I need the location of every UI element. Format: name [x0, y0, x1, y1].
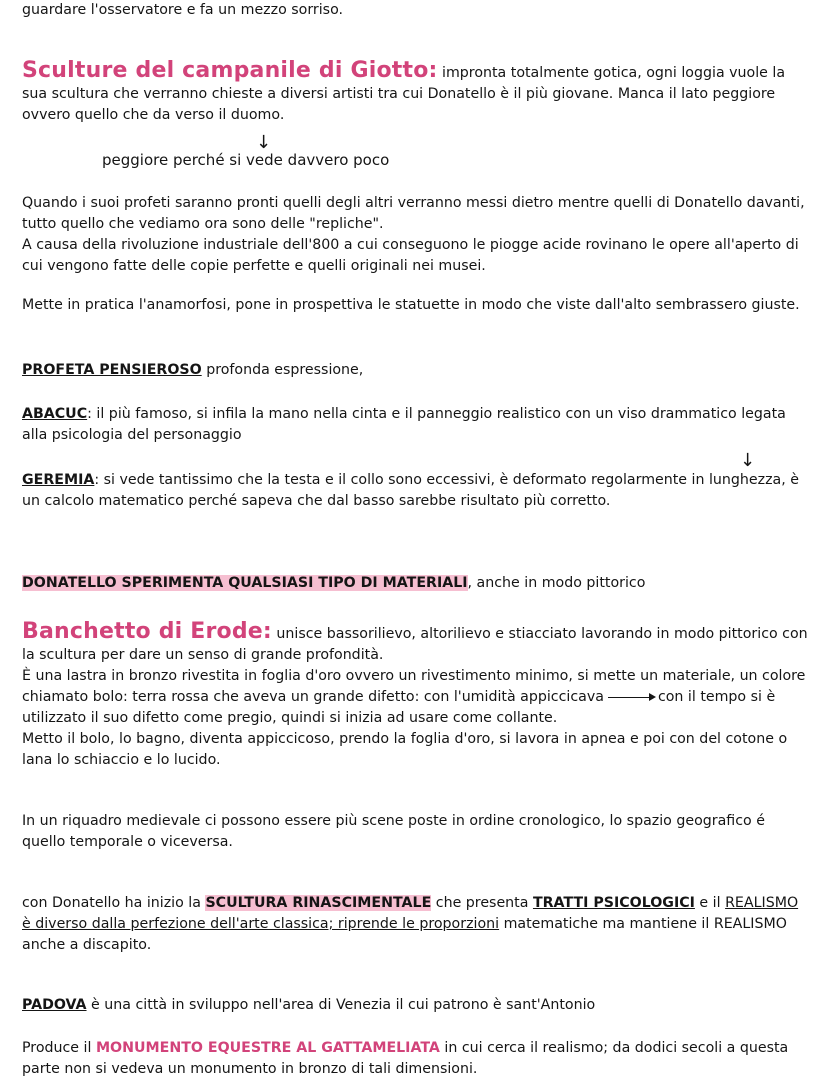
monumento-text: Produce il: [22, 1040, 96, 1056]
abacuc-label: ABACUC: [22, 406, 88, 422]
banchetto-text4: Metto il bolo, lo bagno, diventa appiccicoso, prendo la foglia d'oro, si lavora in apnea e poi con del cotone o lana lo schiaccio e lo lucido.: [22, 731, 788, 768]
arrow-right-icon: [608, 697, 654, 698]
banchetto-paragraph: [22, 621, 808, 771]
rinascimentale-text: con Donatello ha inizio la: [22, 895, 206, 911]
profeti-paragraph: Quando i suoi profeti saranno pronti quelli degli altri verranno messi dietro mentre quelli di Donatello davanti, tutto quello che vediamo ora sono delle "repliche".: [22, 195, 805, 232]
banchetto-text1: unisce bassorilievo, altorilievo e stiacciato lavorando in modo pittorico con la scultura per dare un senso di grande profondità.: [22, 626, 808, 663]
campanile-note: peggiore perché si vede davvero poco: [102, 151, 390, 169]
geremia-text: : si vede tantissimo che la testa e il collo sono eccessivi, è deformato regolarmente in lunghezza, è un calcolo matematico perché sapeva che dal basso sarebbe risultato più corretto.: [22, 472, 799, 509]
rinascimentale-paragraph: [22, 893, 808, 956]
rinascimentale-highlight: SCULTURA RINASCIMENTALE: [205, 895, 432, 911]
geremia-label: GEREMIA: [22, 472, 95, 488]
campanile-heading: Sculture del campanile di Giotto:: [22, 58, 438, 83]
pensieroso-paragraph: [22, 360, 808, 381]
banchetto-heading: Banchetto di Erode:: [22, 619, 272, 644]
rinascimentale-text: e il: [694, 895, 726, 911]
anamorfosi-paragraph: Mette in pratica l'anamorfosi, pone in prospettiva le statuette in modo che viste dall'alto sembrassero giuste.: [22, 297, 800, 313]
top-line: guardare l'osservatore e fa un mezzo sorriso.: [22, 2, 344, 18]
banchetto-text2: È una lastra in bronzo rivestita in foglia d'oro ovvero un rivestimento minimo, si mette un materiale, un colore chiamato bolo: terra rossa che aveva un grande difetto: con l'umidità appiccicava: [22, 668, 806, 705]
campanile-text: impronta totalmente gotica, ogni loggia vuole la sua scultura che verranno chieste a diversi artisti tra cui Donatello è il più giovane. Manca il lato peggiore ovvero quello che da verso il duomo.: [22, 65, 786, 123]
monumento-paragraph: [22, 1038, 808, 1080]
abacuc-text: : il più famoso, si infila la mano nella cinta e il panneggio realistico con un viso drammatico legata alla psicologia del personaggio: [22, 406, 786, 443]
arrow-down-icon: ↓: [256, 132, 272, 153]
materiali-label: DONATELLO SPERIMENTA QUALSIASI TIPO DI MATERIALI: [22, 575, 468, 591]
riquadro-paragraph: In un riquadro medievale ci possono essere più scene poste in ordine cronologico, lo spazio geografico é quello temporale o viceversa.: [22, 813, 765, 850]
padova-label: PADOVA: [22, 997, 87, 1013]
monumento-label: MONUMENTO EQUESTRE AL GATTAMELIATA: [95, 1040, 440, 1056]
pensieroso-label: PROFETA PENSIEROSO: [22, 362, 202, 378]
abacuc-paragraph: [22, 404, 808, 446]
banchetto-text3: con il tempo si è utilizzato il suo difetto come pregio, quindi si inizia ad usare come collante.: [22, 689, 776, 726]
realismo-underlined: REALISMO è diverso dalla perfezione dell'arte classica; riprende le proporzioni: [22, 895, 799, 932]
materiali-paragraph: [22, 573, 808, 594]
rinascimentale-text: matematiche ma mantiene il REALISMO anche a discapito.: [22, 916, 787, 953]
pensieroso-text: profonda espressione,: [201, 362, 364, 378]
campanile-paragraph: [22, 60, 808, 126]
padova-text: è una città in sviluppo nell'area di Venezia il cui patrono è sant'Antonio: [86, 997, 596, 1013]
tratti-psicologici: TRATTI PSICOLOGICI: [532, 895, 695, 911]
rinascimentale-text: che presenta: [431, 895, 533, 911]
materiali-text: , anche in modo pittorico: [467, 575, 646, 591]
arrow-down-icon: ↓: [740, 450, 756, 471]
monumento-text: in cui cerca il realismo; da dodici secoli a questa parte non si vedeva un monumento in bronzo di tali dimensioni.: [22, 1040, 789, 1077]
geremia-paragraph: [22, 470, 800, 512]
padova-paragraph: [22, 995, 808, 1016]
rivoluzione-paragraph: A causa della rivoluzione industriale dell'800 a cui conseguono le piogge acide rovinano le opere all'aperto di cui vengono fatte delle copie perfette e quelli originali nei musei.: [22, 237, 799, 274]
